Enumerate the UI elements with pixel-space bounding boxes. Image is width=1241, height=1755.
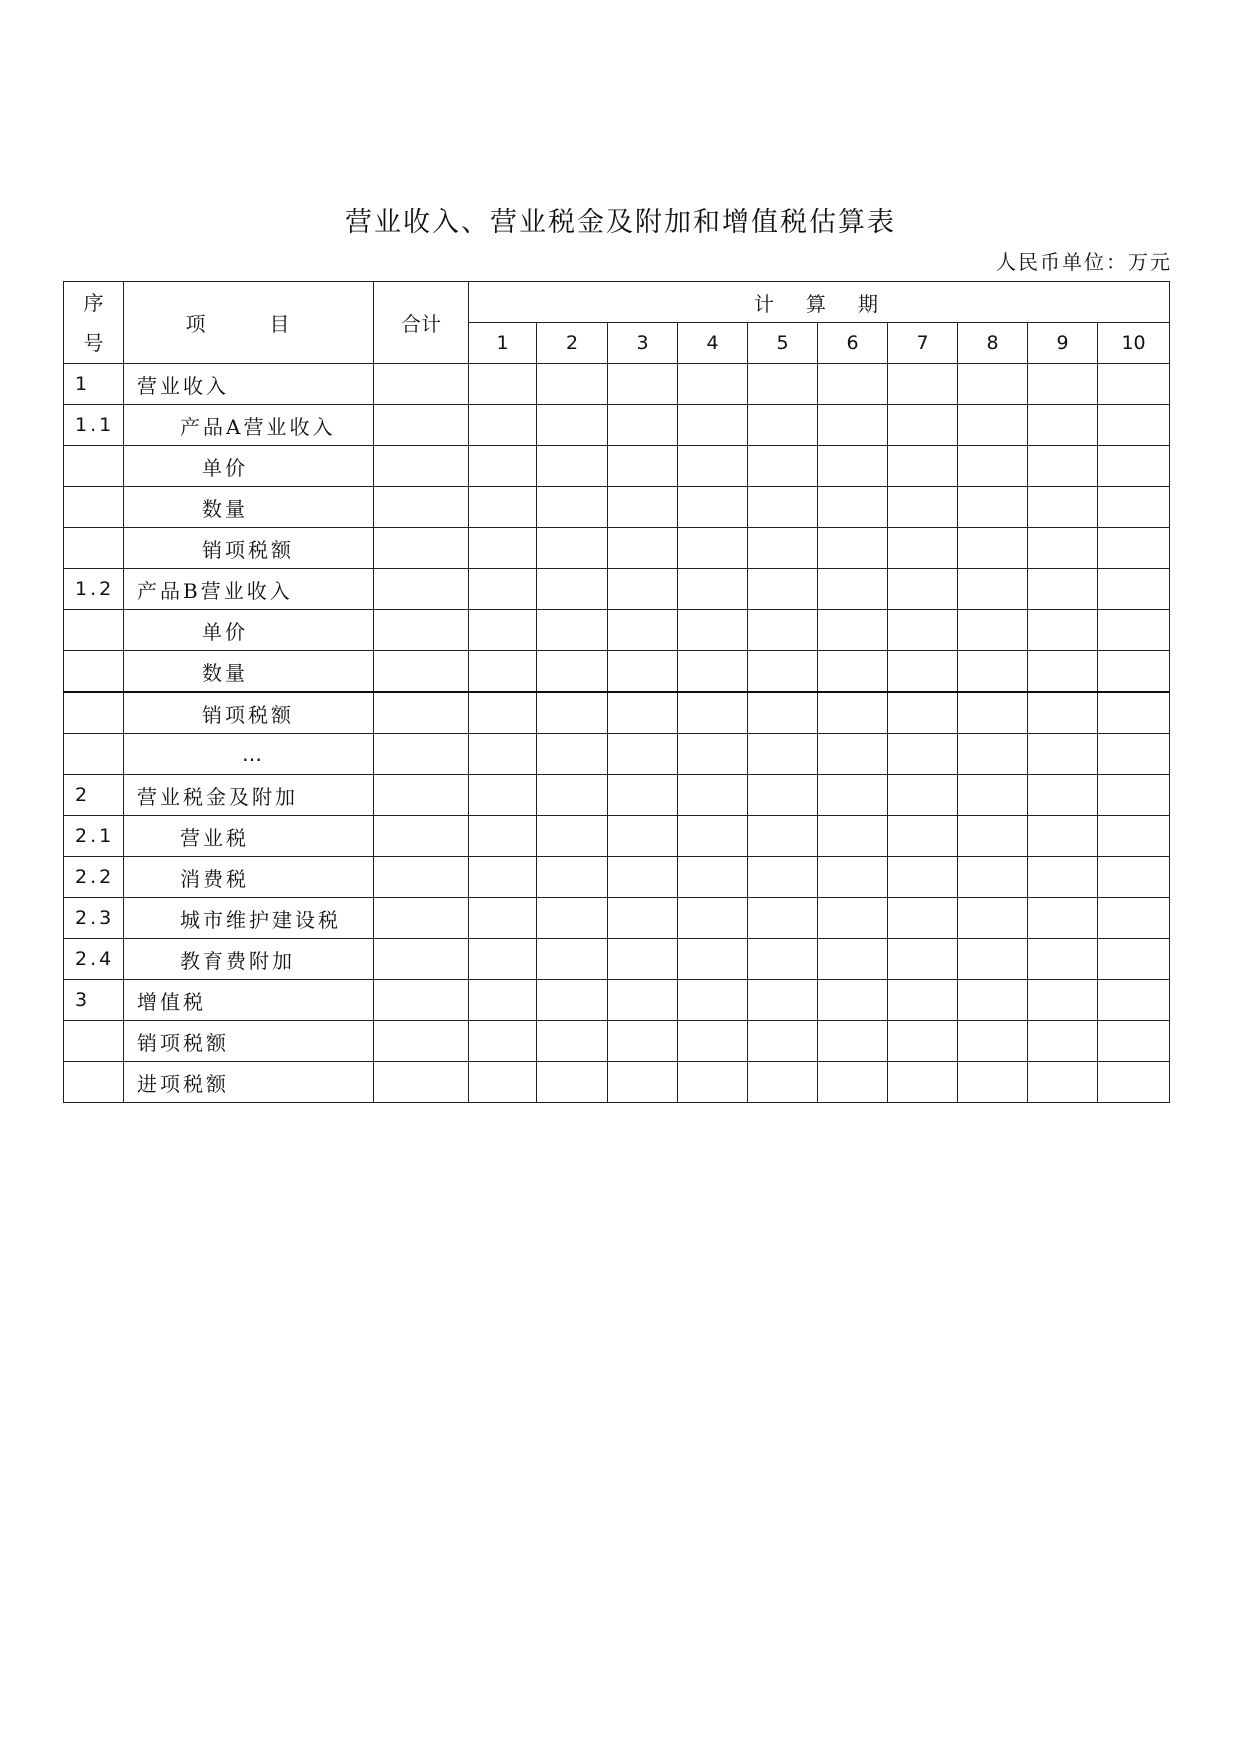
row-period-cell-1[interactable]: [469, 939, 537, 980]
row-period-cell-4[interactable]: [678, 405, 748, 446]
table-row: [64, 898, 1170, 939]
row-period-cell-1[interactable]: [469, 487, 537, 528]
row-period-cell-9[interactable]: [1028, 569, 1098, 610]
row-total-cell[interactable]: [374, 528, 469, 569]
row-seq: [64, 1062, 124, 1103]
row-total-cell[interactable]: [374, 775, 469, 816]
table-row: [64, 1021, 1170, 1062]
table-row: [64, 857, 1170, 898]
table-body: [64, 364, 1170, 1103]
row-period-cell-4[interactable]: [678, 857, 748, 898]
row-period-cell-1[interactable]: [469, 446, 537, 487]
row-period-cell-9[interactable]: [1028, 939, 1098, 980]
row-period-cell-9[interactable]: [1028, 1021, 1098, 1062]
row-period-cell-7[interactable]: [888, 528, 958, 569]
period-header-2: 2: [537, 323, 608, 364]
row-period-cell-7[interactable]: [888, 816, 958, 857]
row-total-cell[interactable]: [374, 405, 469, 446]
row-period-cell-9[interactable]: [1028, 446, 1098, 487]
row-period-cell-4[interactable]: [678, 898, 748, 939]
row-period-cell-4[interactable]: [678, 528, 748, 569]
period-header-4: 4: [678, 323, 748, 364]
row-period-cell-7[interactable]: [888, 857, 958, 898]
row-period-cell-9[interactable]: [1028, 857, 1098, 898]
table-row: [64, 446, 1170, 487]
row-period-cell-10[interactable]: [1098, 898, 1170, 939]
period-group-header: 计 算 期: [469, 282, 1170, 323]
total-header: 合计: [374, 282, 469, 364]
row-period-cell-10[interactable]: [1098, 816, 1170, 857]
row-period-cell-3[interactable]: [608, 1021, 678, 1062]
estimation-table: [63, 281, 1170, 1103]
row-period-cell-3[interactable]: [608, 364, 678, 405]
row-period-cell-2[interactable]: [537, 528, 608, 569]
row-period-cell-1[interactable]: [469, 775, 537, 816]
row-total-cell[interactable]: [374, 569, 469, 610]
row-period-cell-6[interactable]: [818, 775, 888, 816]
row-period-cell-10[interactable]: [1098, 446, 1170, 487]
row-period-cell-5[interactable]: [748, 651, 818, 693]
row-period-cell-7[interactable]: [888, 405, 958, 446]
row-period-cell-3[interactable]: [608, 816, 678, 857]
row-period-cell-1[interactable]: [469, 610, 537, 651]
row-period-cell-6[interactable]: [818, 610, 888, 651]
row-period-cell-8[interactable]: [958, 939, 1028, 980]
row-period-cell-8[interactable]: [958, 610, 1028, 651]
row-period-cell-3[interactable]: [608, 610, 678, 651]
row-period-cell-5[interactable]: [748, 816, 818, 857]
row-seq: 1.1: [64, 405, 124, 446]
row-period-cell-9[interactable]: [1028, 898, 1098, 939]
row-period-cell-10[interactable]: [1098, 569, 1170, 610]
row-period-cell-10[interactable]: [1098, 487, 1170, 528]
row-period-cell-6[interactable]: [818, 692, 888, 734]
row-period-cell-10[interactable]: [1098, 857, 1170, 898]
table-row: [64, 610, 1170, 651]
row-period-cell-4[interactable]: [678, 1062, 748, 1103]
row-period-cell-3[interactable]: [608, 898, 678, 939]
row-period-cell-4[interactable]: [678, 692, 748, 734]
period-header-3: 3: [608, 323, 678, 364]
row-seq: 1.2: [64, 569, 124, 610]
row-period-cell-5[interactable]: [748, 364, 818, 405]
row-item: 销项税额: [124, 1021, 374, 1062]
row-period-cell-2[interactable]: [537, 816, 608, 857]
item-header: 项 目: [124, 282, 374, 364]
row-period-cell-6[interactable]: [818, 487, 888, 528]
row-item: 销项税额: [124, 692, 374, 734]
row-period-cell-1[interactable]: [469, 898, 537, 939]
row-period-cell-5[interactable]: [748, 405, 818, 446]
row-period-cell-7[interactable]: [888, 364, 958, 405]
row-period-cell-3[interactable]: [608, 939, 678, 980]
row-period-cell-7[interactable]: [888, 1062, 958, 1103]
row-period-cell-2[interactable]: [537, 446, 608, 487]
row-period-cell-3[interactable]: [608, 692, 678, 734]
row-period-cell-3[interactable]: [608, 528, 678, 569]
row-period-cell-9[interactable]: [1028, 980, 1098, 1021]
table-row: [64, 528, 1170, 569]
row-period-cell-9[interactable]: [1028, 405, 1098, 446]
row-period-cell-1[interactable]: [469, 816, 537, 857]
table-row: [64, 692, 1170, 734]
row-seq: 2.1: [64, 816, 124, 857]
row-period-cell-5[interactable]: [748, 569, 818, 610]
row-item: 进项税额: [124, 1062, 374, 1103]
row-period-cell-1[interactable]: [469, 569, 537, 610]
row-seq: 2: [64, 775, 124, 816]
row-total-cell[interactable]: [374, 610, 469, 651]
row-period-cell-6[interactable]: [818, 980, 888, 1021]
row-period-cell-4[interactable]: [678, 775, 748, 816]
row-total-cell[interactable]: [374, 980, 469, 1021]
row-period-cell-4[interactable]: [678, 569, 748, 610]
row-period-cell-3[interactable]: [608, 857, 678, 898]
row-period-cell-1[interactable]: [469, 651, 537, 693]
row-period-cell-5[interactable]: [748, 939, 818, 980]
row-item: 城市维护建设税: [124, 898, 374, 939]
row-period-cell-10[interactable]: [1098, 405, 1170, 446]
row-period-cell-8[interactable]: [958, 1021, 1028, 1062]
row-period-cell-3[interactable]: [608, 487, 678, 528]
period-header-10: 10: [1098, 323, 1170, 364]
row-period-cell-8[interactable]: [958, 405, 1028, 446]
row-period-cell-1[interactable]: [469, 1062, 537, 1103]
row-period-cell-1[interactable]: [469, 734, 537, 775]
row-period-cell-5[interactable]: [748, 857, 818, 898]
table-row: [64, 405, 1170, 446]
row-period-cell-8[interactable]: [958, 898, 1028, 939]
row-period-cell-8[interactable]: [958, 734, 1028, 775]
table-row: [64, 816, 1170, 857]
row-period-cell-8[interactable]: [958, 569, 1028, 610]
row-period-cell-10[interactable]: [1098, 980, 1170, 1021]
row-period-cell-8[interactable]: [958, 528, 1028, 569]
document-title: 营业收入、营业税金及附加和增值税估算表: [345, 207, 896, 238]
row-period-cell-3[interactable]: [608, 980, 678, 1021]
row-period-cell-4[interactable]: [678, 364, 748, 405]
row-total-cell[interactable]: [374, 1021, 469, 1062]
row-period-cell-5[interactable]: [748, 692, 818, 734]
row-period-cell-10[interactable]: [1098, 651, 1170, 693]
row-period-cell-1[interactable]: [469, 980, 537, 1021]
row-period-cell-10[interactable]: [1098, 528, 1170, 569]
table-row: [64, 980, 1170, 1021]
table-row: [64, 651, 1170, 693]
row-period-cell-1[interactable]: [469, 364, 537, 405]
row-total-cell[interactable]: [374, 816, 469, 857]
row-period-cell-10[interactable]: [1098, 775, 1170, 816]
row-period-cell-9[interactable]: [1028, 610, 1098, 651]
row-period-cell-5[interactable]: [748, 1021, 818, 1062]
row-period-cell-4[interactable]: [678, 487, 748, 528]
row-item: 增值税: [124, 980, 374, 1021]
row-period-cell-2[interactable]: [537, 898, 608, 939]
row-period-cell-2[interactable]: [537, 734, 608, 775]
row-period-cell-4[interactable]: [678, 816, 748, 857]
row-item: …: [124, 734, 374, 775]
row-period-cell-5[interactable]: [748, 610, 818, 651]
row-period-cell-4[interactable]: [678, 980, 748, 1021]
currency-unit-note: 人民币单位：万元: [996, 250, 1172, 274]
row-period-cell-5[interactable]: [748, 446, 818, 487]
row-period-cell-9[interactable]: [1028, 364, 1098, 405]
row-seq: 3: [64, 980, 124, 1021]
row-item: 产品B营业收入: [124, 569, 374, 610]
row-period-cell-5[interactable]: [748, 980, 818, 1021]
row-total-cell[interactable]: [374, 857, 469, 898]
period-header-1: 1: [469, 323, 537, 364]
row-period-cell-1[interactable]: [469, 1021, 537, 1062]
row-period-cell-10[interactable]: [1098, 692, 1170, 734]
row-period-cell-7[interactable]: [888, 487, 958, 528]
row-period-cell-4[interactable]: [678, 939, 748, 980]
row-period-cell-7[interactable]: [888, 651, 958, 693]
row-seq: [64, 487, 124, 528]
row-period-cell-6[interactable]: [818, 816, 888, 857]
row-period-cell-7[interactable]: [888, 446, 958, 487]
row-item: 销项税额: [124, 528, 374, 569]
row-item: 营业税金及附加: [124, 775, 374, 816]
row-period-cell-6[interactable]: [818, 898, 888, 939]
row-period-cell-9[interactable]: [1028, 734, 1098, 775]
period-header-8: 8: [958, 323, 1028, 364]
row-period-cell-7[interactable]: [888, 775, 958, 816]
row-seq: 2.4: [64, 939, 124, 980]
row-item: 产品A营业收入: [124, 405, 374, 446]
row-period-cell-10[interactable]: [1098, 364, 1170, 405]
seq-header: [64, 282, 124, 364]
row-seq: [64, 1021, 124, 1062]
row-period-cell-8[interactable]: [958, 857, 1028, 898]
row-period-cell-6[interactable]: [818, 364, 888, 405]
row-item: 数量: [124, 487, 374, 528]
row-total-cell[interactable]: [374, 1062, 469, 1103]
row-period-cell-3[interactable]: [608, 405, 678, 446]
table-row: [64, 569, 1170, 610]
row-total-cell[interactable]: [374, 487, 469, 528]
row-period-cell-2[interactable]: [537, 1021, 608, 1062]
header-row-top: [64, 282, 1170, 323]
row-period-cell-3[interactable]: [608, 775, 678, 816]
row-period-cell-10[interactable]: [1098, 1062, 1170, 1103]
row-period-cell-7[interactable]: [888, 734, 958, 775]
row-period-cell-5[interactable]: [748, 775, 818, 816]
row-period-cell-7[interactable]: [888, 939, 958, 980]
row-period-cell-10[interactable]: [1098, 734, 1170, 775]
row-item: 单价: [124, 446, 374, 487]
row-period-cell-4[interactable]: [678, 446, 748, 487]
row-period-cell-4[interactable]: [678, 1021, 748, 1062]
row-period-cell-4[interactable]: [678, 651, 748, 693]
row-period-cell-10[interactable]: [1098, 1021, 1170, 1062]
row-period-cell-5[interactable]: [748, 734, 818, 775]
table-row: [64, 487, 1170, 528]
row-period-cell-6[interactable]: [818, 734, 888, 775]
row-period-cell-8[interactable]: [958, 364, 1028, 405]
row-period-cell-7[interactable]: [888, 692, 958, 734]
row-period-cell-3[interactable]: [608, 569, 678, 610]
row-seq: [64, 692, 124, 734]
row-period-cell-9[interactable]: [1028, 775, 1098, 816]
row-period-cell-6[interactable]: [818, 1021, 888, 1062]
period-header-7: 7: [888, 323, 958, 364]
row-period-cell-7[interactable]: [888, 1021, 958, 1062]
row-period-cell-9[interactable]: [1028, 651, 1098, 693]
row-seq: [64, 528, 124, 569]
row-seq: [64, 446, 124, 487]
row-period-cell-1[interactable]: [469, 528, 537, 569]
row-period-cell-4[interactable]: [678, 610, 748, 651]
row-period-cell-2[interactable]: [537, 857, 608, 898]
row-period-cell-8[interactable]: [958, 651, 1028, 693]
row-period-cell-8[interactable]: [958, 446, 1028, 487]
period-header-9: 9: [1028, 323, 1098, 364]
row-period-cell-2[interactable]: [537, 487, 608, 528]
row-period-cell-8[interactable]: [958, 980, 1028, 1021]
row-period-cell-2[interactable]: [537, 692, 608, 734]
table-header: [64, 282, 1170, 364]
row-period-cell-9[interactable]: [1028, 487, 1098, 528]
row-period-cell-2[interactable]: [537, 569, 608, 610]
row-item: 单价: [124, 610, 374, 651]
seq-header-label: 序 号: [83, 290, 104, 355]
row-period-cell-8[interactable]: [958, 692, 1028, 734]
row-period-cell-5[interactable]: [748, 487, 818, 528]
row-period-cell-8[interactable]: [958, 487, 1028, 528]
row-total-cell[interactable]: [374, 651, 469, 693]
row-period-cell-8[interactable]: [958, 775, 1028, 816]
row-period-cell-5[interactable]: [748, 898, 818, 939]
row-period-cell-6[interactable]: [818, 857, 888, 898]
row-seq: [64, 651, 124, 693]
row-item: 营业收入: [124, 364, 374, 405]
row-seq: [64, 610, 124, 651]
row-period-cell-1[interactable]: [469, 857, 537, 898]
period-header-5: 5: [748, 323, 818, 364]
row-period-cell-1[interactable]: [469, 692, 537, 734]
table-row: [64, 364, 1170, 405]
row-period-cell-5[interactable]: [748, 1062, 818, 1103]
row-period-cell-6[interactable]: [818, 939, 888, 980]
row-period-cell-2[interactable]: [537, 364, 608, 405]
row-period-cell-10[interactable]: [1098, 610, 1170, 651]
row-period-cell-7[interactable]: [888, 898, 958, 939]
row-period-cell-6[interactable]: [818, 651, 888, 693]
row-period-cell-6[interactable]: [818, 1062, 888, 1103]
row-period-cell-2[interactable]: [537, 651, 608, 693]
row-seq: 2.3: [64, 898, 124, 939]
table-row: [64, 939, 1170, 980]
row-period-cell-8[interactable]: [958, 1062, 1028, 1103]
row-period-cell-2[interactable]: [537, 980, 608, 1021]
row-period-cell-6[interactable]: [818, 528, 888, 569]
row-period-cell-4[interactable]: [678, 734, 748, 775]
table-row: [64, 1062, 1170, 1103]
row-item: 消费税: [124, 857, 374, 898]
row-period-cell-6[interactable]: [818, 405, 888, 446]
row-period-cell-10[interactable]: [1098, 939, 1170, 980]
row-period-cell-9[interactable]: [1028, 1062, 1098, 1103]
row-total-cell[interactable]: [374, 734, 469, 775]
row-item: 数量: [124, 651, 374, 693]
row-period-cell-5[interactable]: [748, 528, 818, 569]
row-period-cell-2[interactable]: [537, 610, 608, 651]
row-period-cell-9[interactable]: [1028, 528, 1098, 569]
row-period-cell-2[interactable]: [537, 405, 608, 446]
period-header-6: 6: [818, 323, 888, 364]
row-period-cell-7[interactable]: [888, 569, 958, 610]
row-seq: [64, 734, 124, 775]
row-period-cell-1[interactable]: [469, 405, 537, 446]
row-period-cell-9[interactable]: [1028, 816, 1098, 857]
row-period-cell-3[interactable]: [608, 651, 678, 693]
table-row: [64, 734, 1170, 775]
row-total-cell[interactable]: [374, 364, 469, 405]
row-total-cell[interactable]: [374, 898, 469, 939]
row-period-cell-7[interactable]: [888, 980, 958, 1021]
row-period-cell-6[interactable]: [818, 569, 888, 610]
row-period-cell-2[interactable]: [537, 775, 608, 816]
row-period-cell-9[interactable]: [1028, 692, 1098, 734]
row-seq: 1: [64, 364, 124, 405]
row-period-cell-2[interactable]: [537, 939, 608, 980]
row-period-cell-3[interactable]: [608, 446, 678, 487]
row-item: 教育费附加: [124, 939, 374, 980]
row-period-cell-3[interactable]: [608, 1062, 678, 1103]
row-period-cell-8[interactable]: [958, 816, 1028, 857]
row-period-cell-6[interactable]: [818, 446, 888, 487]
row-period-cell-2[interactable]: [537, 1062, 608, 1103]
row-period-cell-7[interactable]: [888, 610, 958, 651]
row-total-cell[interactable]: [374, 692, 469, 734]
row-seq: 2.2: [64, 857, 124, 898]
row-total-cell[interactable]: [374, 446, 469, 487]
row-period-cell-3[interactable]: [608, 734, 678, 775]
row-item: 营业税: [124, 816, 374, 857]
table-row: [64, 775, 1170, 816]
row-total-cell[interactable]: [374, 939, 469, 980]
